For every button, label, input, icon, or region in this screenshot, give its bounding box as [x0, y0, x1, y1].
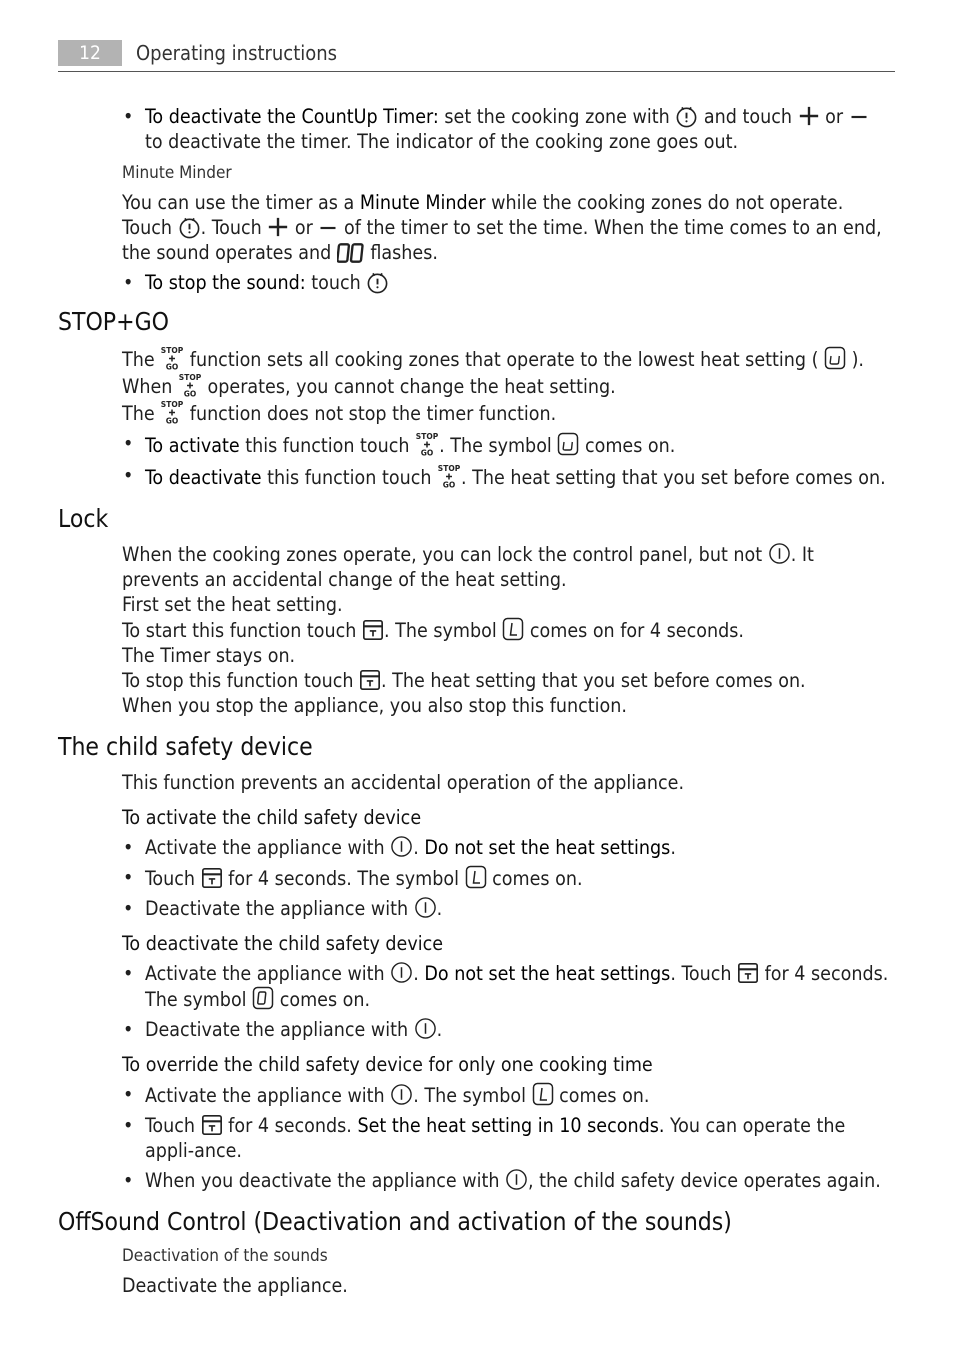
- minus-icon: [318, 218, 338, 238]
- lock-icon: [737, 962, 759, 984]
- child-override-heading: To override the child safety device for only one cooking time: [122, 1053, 653, 1076]
- child-deactivate-bullet-2: • Deactivate the appliance with .: [145, 1017, 890, 1042]
- display-l-icon: [532, 1082, 554, 1106]
- display-u-icon: [824, 346, 846, 370]
- child-safety-heading: The child safety device: [58, 732, 313, 761]
- display-l-icon: [502, 617, 524, 641]
- power-icon: [390, 961, 413, 984]
- child-override-bullet-2: • Touch for 4 seconds. Set the heat setting in 10 seconds. You can operate the appli-ance.: [145, 1113, 890, 1163]
- lock-heading: Lock: [58, 504, 109, 533]
- plus-icon: [798, 105, 820, 127]
- power-icon: [768, 542, 791, 565]
- power-icon: [505, 1168, 528, 1191]
- display-u-icon: [557, 432, 579, 456]
- child-activate-bullet-3: • Deactivate the appliance with .: [145, 896, 890, 921]
- child-activate-bullet-2: • Touch for 4 seconds. The symbol comes on.: [145, 865, 890, 891]
- plus-icon: [267, 216, 289, 238]
- lock-icon: [201, 867, 223, 889]
- display-l-icon: [465, 865, 487, 889]
- display-00-icon: [337, 243, 365, 263]
- power-icon: [390, 835, 413, 858]
- power-icon: [414, 896, 437, 919]
- lock-icon: [362, 619, 384, 641]
- page-number: 12: [58, 40, 122, 66]
- stopgo-icon: [178, 372, 202, 398]
- child-deactivate-heading: To deactivate the child safety device: [122, 932, 444, 955]
- child-override-bullet-1: • Activate the appliance with . The symbol comes on.: [145, 1082, 890, 1108]
- display-0-icon: [252, 986, 274, 1010]
- minus-icon: [849, 107, 869, 127]
- page-content: [0, 100, 954, 1298]
- child-safety-intro: This function prevents an accidental operation of the appliance.: [122, 771, 685, 794]
- stopgo-heading: STOP+GO: [58, 307, 169, 336]
- lock-paragraph: When the cooking zones operate, you can lock the control panel, but not . It prevents an accidental change of the heat setting. First set the heat setting. To start this function touch . The symbol comes on for 4 seconds. The Timer stays on. To stop this function touch . The heat setting that you set before comes on. When you stop the appliance, you also stop this function.: [122, 543, 814, 717]
- countup-bullet: • To deactivate the CountUp Timer: set the cooking zone with and touch or to deactivate the timer. The indicator of the cooking zone goes out.: [145, 104, 890, 154]
- power-icon: [390, 1083, 413, 1106]
- stopgo-activate-bullet: • To activate this function touch . The symbol comes on.: [145, 431, 890, 458]
- minute-minder-paragraph: You can use the timer as a Minute Minder while the cooking zones do not operate. Touch . Touch or of the timer to set the time. When the time comes to an end, the sound operates and flashes.: [122, 191, 882, 264]
- timer-icon: [675, 105, 698, 128]
- child-deactivate-bullet-1: • Activate the appliance with . Do not set the heat settings. Touch for 4 seconds. The symbol comes on.: [145, 961, 890, 1012]
- stopgo-deactivate-bullet: • To deactivate this function touch . The heat setting that you set before comes on.: [145, 463, 890, 490]
- timer-icon: [178, 216, 201, 239]
- stop-sound-bullet: • To stop the sound: touch: [145, 270, 890, 295]
- stopgo-icon: [160, 345, 184, 371]
- stopgo-icon: [415, 431, 439, 457]
- child-activate-heading: To activate the child safety device: [122, 806, 422, 829]
- stopgo-icon: [437, 463, 461, 489]
- power-icon: [414, 1017, 437, 1040]
- header-title: Operating instructions: [136, 41, 338, 65]
- child-activate-bullet-1: • Activate the appliance with . Do not set the heat settings.: [145, 835, 890, 860]
- offsound-heading: OffSound Control (Deactivation and activation of the sounds): [58, 1207, 732, 1236]
- lock-icon: [359, 669, 381, 691]
- offsound-paragraph: Deactivate the appliance.: [122, 1274, 348, 1297]
- stopgo-icon: [160, 399, 184, 425]
- minute-minder-heading: Minute Minder: [122, 163, 232, 183]
- lock-icon: [201, 1114, 223, 1136]
- stopgo-paragraph: The function sets all cooking zones that operate to the lowest heat setting ( ). When operates, you cannot change the heat setting. The function does not stop the timer function.: [122, 345, 894, 426]
- page-header: [58, 40, 895, 72]
- timer-icon: [366, 271, 389, 294]
- offsound-subheading: Deactivation of the sounds: [122, 1246, 328, 1266]
- child-override-bullet-3: • When you deactivate the appliance with , the child safety device operates again.: [145, 1168, 890, 1193]
